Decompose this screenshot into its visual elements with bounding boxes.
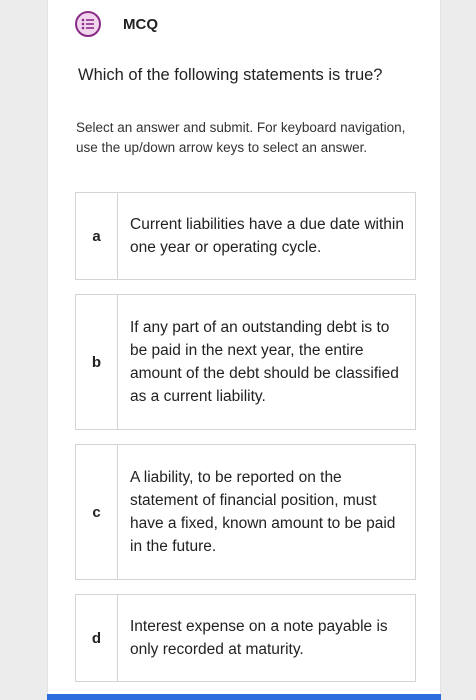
option-letter: d bbox=[76, 595, 118, 681]
option-text: If any part of an outstanding debt is to be paid in the next year, the entire amount of the debt should be classified as a current liability. bbox=[130, 319, 399, 405]
option-letter: b bbox=[76, 295, 118, 429]
option-text: Current liabilities have a due date within one year or operating cycle. bbox=[130, 216, 404, 256]
question-text: Which of the following statements is true? bbox=[78, 66, 383, 84]
answer-option-a[interactable] bbox=[75, 192, 416, 280]
question-card bbox=[47, 0, 441, 700]
question-header bbox=[75, 9, 158, 39]
question-type-label: MCQ bbox=[123, 15, 158, 33]
list-icon bbox=[75, 11, 101, 37]
instructions-text: Select an answer and submit. For keyboard navigation, use the up/down arrow keys to select an answer. bbox=[76, 120, 406, 155]
answer-option-c[interactable] bbox=[75, 444, 416, 580]
answer-option-d[interactable] bbox=[75, 594, 416, 682]
submit-bar[interactable] bbox=[47, 694, 441, 700]
answer-option-b[interactable] bbox=[75, 294, 416, 430]
option-letter: a bbox=[76, 193, 118, 279]
option-text: A liability, to be reported on the statement of financial position, must have a fixed, known amount to be paid in the future. bbox=[130, 469, 396, 555]
option-text: Interest expense on a note payable is only recorded at maturity. bbox=[130, 618, 388, 658]
option-letter: c bbox=[76, 445, 118, 579]
